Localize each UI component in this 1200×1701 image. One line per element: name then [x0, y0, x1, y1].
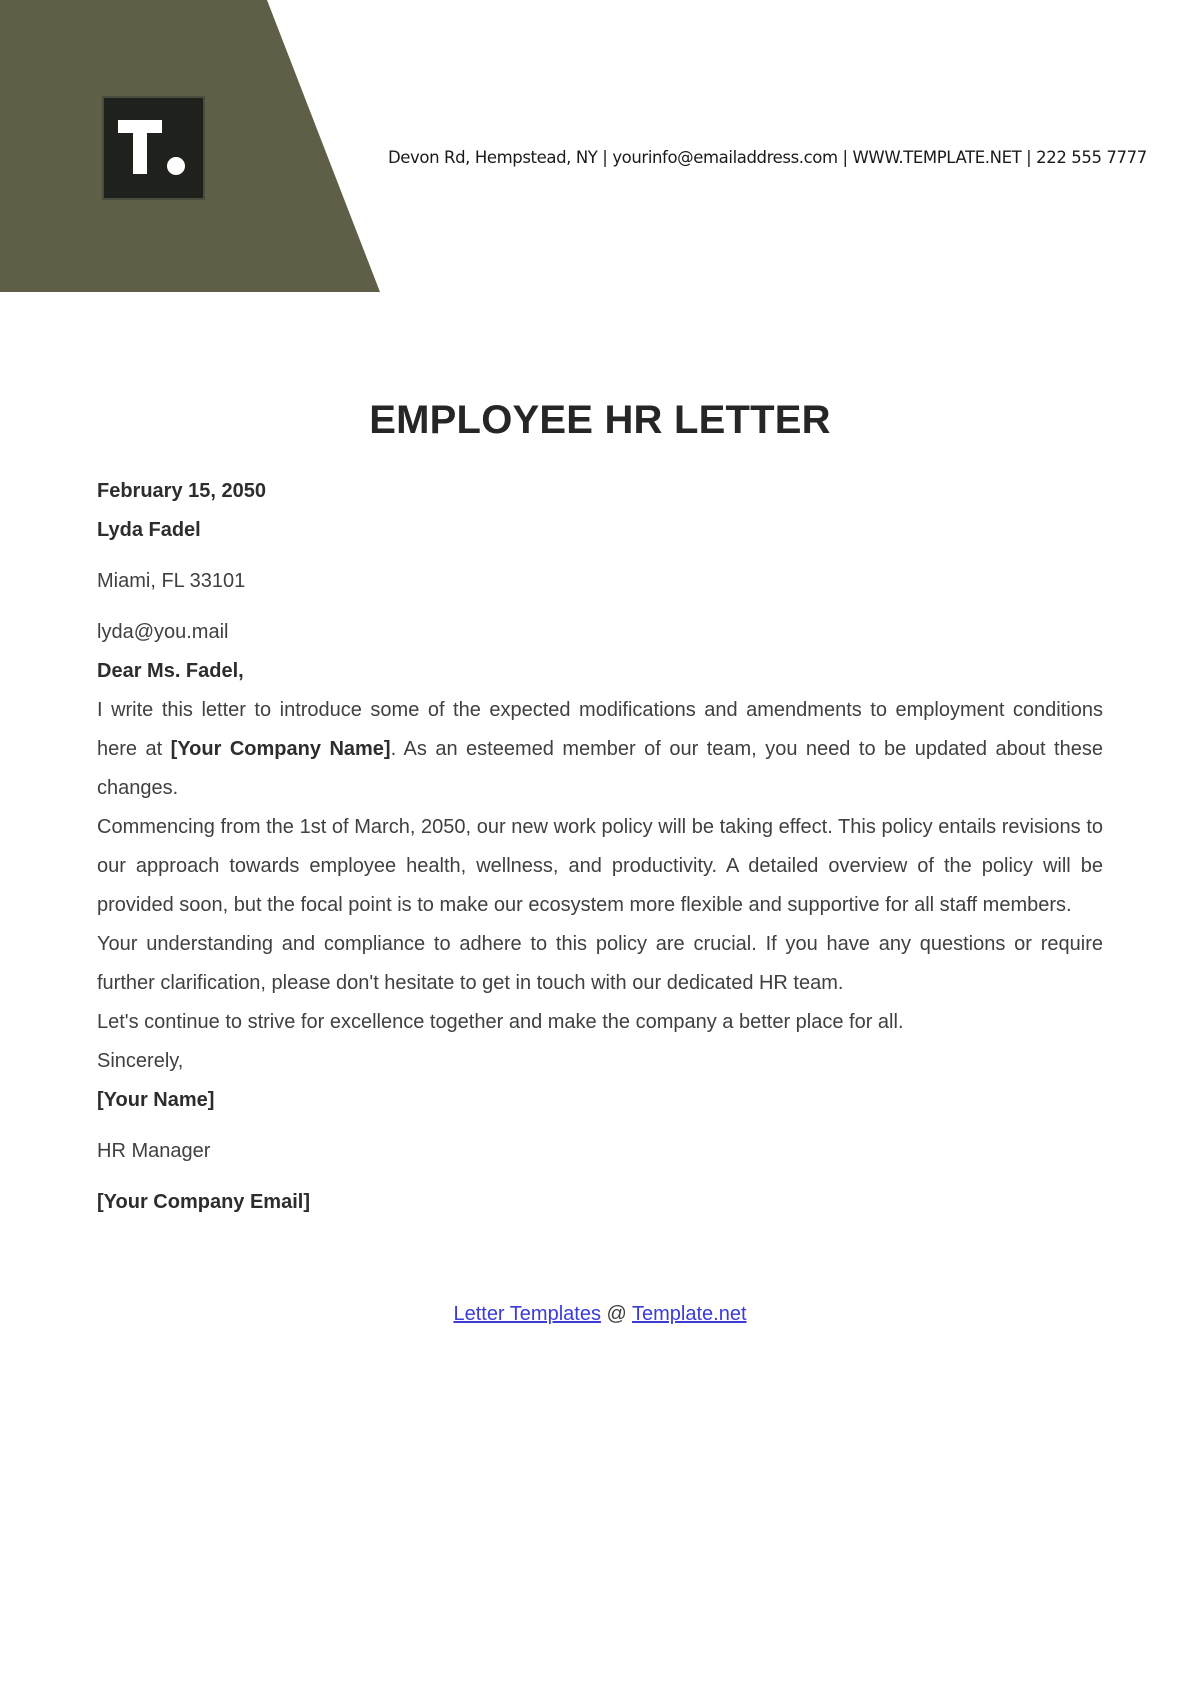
- signature-name: [Your Name]: [97, 1089, 215, 1111]
- footer-attribution: [0, 1303, 1200, 1326]
- closing: Sincerely,: [97, 1050, 184, 1072]
- paragraph-intro: [97, 691, 1103, 808]
- footer-separator: @: [600, 1303, 633, 1325]
- recipient-address: Miami, FL 33101: [97, 570, 246, 592]
- salutation: Dear Ms. Fadel,: [97, 660, 244, 682]
- letter-body: [97, 472, 1103, 1222]
- recipient-email: lyda@you.mail: [97, 621, 229, 643]
- logo-t-icon: [118, 118, 190, 178]
- paragraph-closing-remark: Let's continue to strive for excellence together and make the company a better place for all.: [97, 1011, 904, 1033]
- signature-email: [Your Company Email]: [97, 1191, 310, 1213]
- paragraph-policy: Commencing from the 1st of March, 2050, our new work policy will be taking effect. This policy entails revisions to our approach towards employee health, wellness, and productivity. A detailed overview of the policy will be provided soon, but the focal point is to make our ecosystem more flexible and supportive for all staff members.: [97, 816, 1103, 916]
- header-contact-info: Devon Rd, Hempstead, NY | yourinfo@emailaddress.com | WWW.TEMPLATE.NET | 222 555 7777: [388, 148, 1147, 167]
- signature-title: HR Manager: [97, 1140, 211, 1162]
- brand-logo: [102, 96, 205, 200]
- page-title: EMPLOYEE HR LETTER: [369, 398, 831, 442]
- letter-date: February 15, 2050: [97, 480, 266, 502]
- paragraph-intro-text-start: I write this letter to introduce some of the expected modifications and amendments to employment conditions here at: [97, 699, 1103, 760]
- recipient-name: Lyda Fadel: [97, 519, 201, 541]
- letter-templates-link[interactable]: Letter Templates: [453, 1303, 601, 1325]
- paragraph-compliance: Your understanding and compliance to adhere to this policy are crucial. If you have any questions or require further clarification, please don't hesitate to get in touch with our dedicated HR team.: [97, 933, 1103, 994]
- template-net-link[interactable]: Template.net: [632, 1303, 747, 1325]
- company-name-placeholder: [Your Company Name]: [170, 738, 391, 760]
- paragraph-intro-text-end: . As an esteemed member of our team, you need to be updated about these changes.: [97, 738, 1103, 799]
